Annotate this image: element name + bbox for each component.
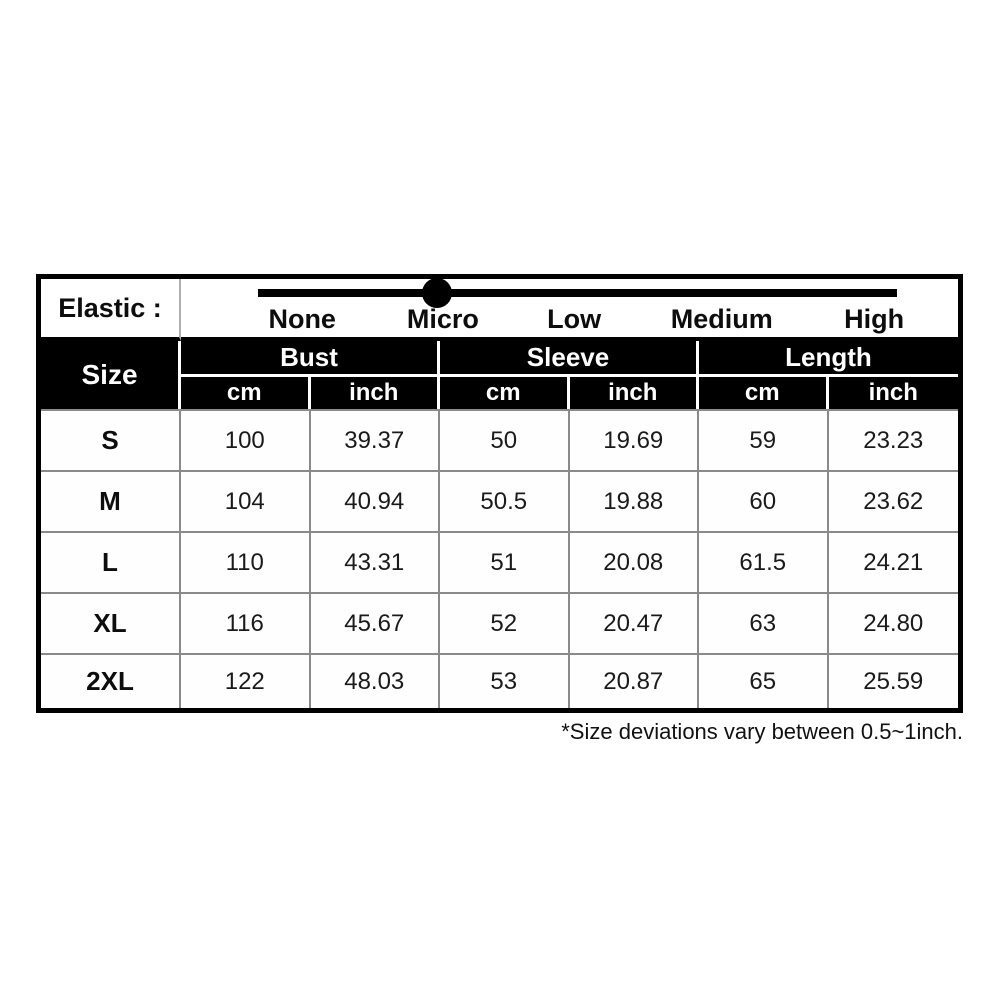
row-s-sleeve-inch: 19.69 xyxy=(570,409,700,470)
unit-header-sleeve-cm: cm xyxy=(440,377,570,409)
unit-header-bust-cm: cm xyxy=(181,377,311,409)
row-2xl-length-inch: 25.59 xyxy=(829,653,959,708)
elastic-option-medium: Medium xyxy=(670,304,773,334)
row-m-sleeve-cm: 50.5 xyxy=(440,470,570,531)
elastic-option-micro: Micro xyxy=(406,304,479,334)
elastic-option-none: None xyxy=(268,304,336,334)
row-m-size-label: M xyxy=(41,470,181,531)
elastic-row-label: Elastic : xyxy=(41,279,181,341)
unit-header-sleeve-inch: inch xyxy=(570,377,700,409)
row-l-bust-cm: 110 xyxy=(181,531,311,592)
group-header-length: Length xyxy=(699,341,958,377)
row-xl-length-cm: 63 xyxy=(699,592,829,653)
row-s-bust-cm: 100 xyxy=(181,409,311,470)
row-xl-size-label: XL xyxy=(41,592,181,653)
elastic-option-low: Low xyxy=(547,304,602,334)
row-s-length-cm: 59 xyxy=(699,409,829,470)
row-xl-length-inch: 24.80 xyxy=(829,592,959,653)
row-l-size-label: L xyxy=(41,531,181,592)
row-m-sleeve-inch: 19.88 xyxy=(570,470,700,531)
size-chart-table xyxy=(36,274,963,713)
row-m-length-inch: 23.62 xyxy=(829,470,959,531)
row-m-bust-cm: 104 xyxy=(181,470,311,531)
row-m-length-cm: 60 xyxy=(699,470,829,531)
row-xl-sleeve-inch: 20.47 xyxy=(570,592,700,653)
size-deviation-footnote: *Size deviations vary between 0.5~1inch. xyxy=(561,719,963,744)
size-column-header: Size xyxy=(41,341,181,409)
row-s-size-label: S xyxy=(41,409,181,470)
row-l-sleeve-inch: 20.08 xyxy=(570,531,700,592)
row-s-sleeve-cm: 50 xyxy=(440,409,570,470)
unit-header-bust-inch: inch xyxy=(311,377,441,409)
row-2xl-bust-cm: 122 xyxy=(181,653,311,708)
row-xl-bust-inch: 45.67 xyxy=(311,592,441,653)
slider-track xyxy=(258,289,897,297)
row-2xl-length-cm: 65 xyxy=(699,653,829,708)
row-s-bust-inch: 39.37 xyxy=(311,409,441,470)
row-l-sleeve-cm: 51 xyxy=(440,531,570,592)
row-m-bust-inch: 40.94 xyxy=(311,470,441,531)
row-2xl-bust-inch: 48.03 xyxy=(311,653,441,708)
group-header-sleeve: Sleeve xyxy=(440,341,699,377)
unit-header-length-cm: cm xyxy=(699,377,829,409)
row-xl-sleeve-cm: 52 xyxy=(440,592,570,653)
elastic-slider xyxy=(181,279,958,341)
row-l-bust-inch: 43.31 xyxy=(311,531,441,592)
row-l-length-inch: 24.21 xyxy=(829,531,959,592)
elastic-option-high: High xyxy=(844,304,905,334)
row-2xl-size-label: 2XL xyxy=(41,653,181,708)
group-header-bust: Bust xyxy=(181,341,440,377)
row-s-length-inch: 23.23 xyxy=(829,409,959,470)
row-l-length-cm: 61.5 xyxy=(699,531,829,592)
row-2xl-sleeve-cm: 53 xyxy=(440,653,570,708)
row-xl-bust-cm: 116 xyxy=(181,592,311,653)
row-2xl-sleeve-inch: 20.87 xyxy=(570,653,700,708)
unit-header-length-inch: inch xyxy=(829,377,959,409)
